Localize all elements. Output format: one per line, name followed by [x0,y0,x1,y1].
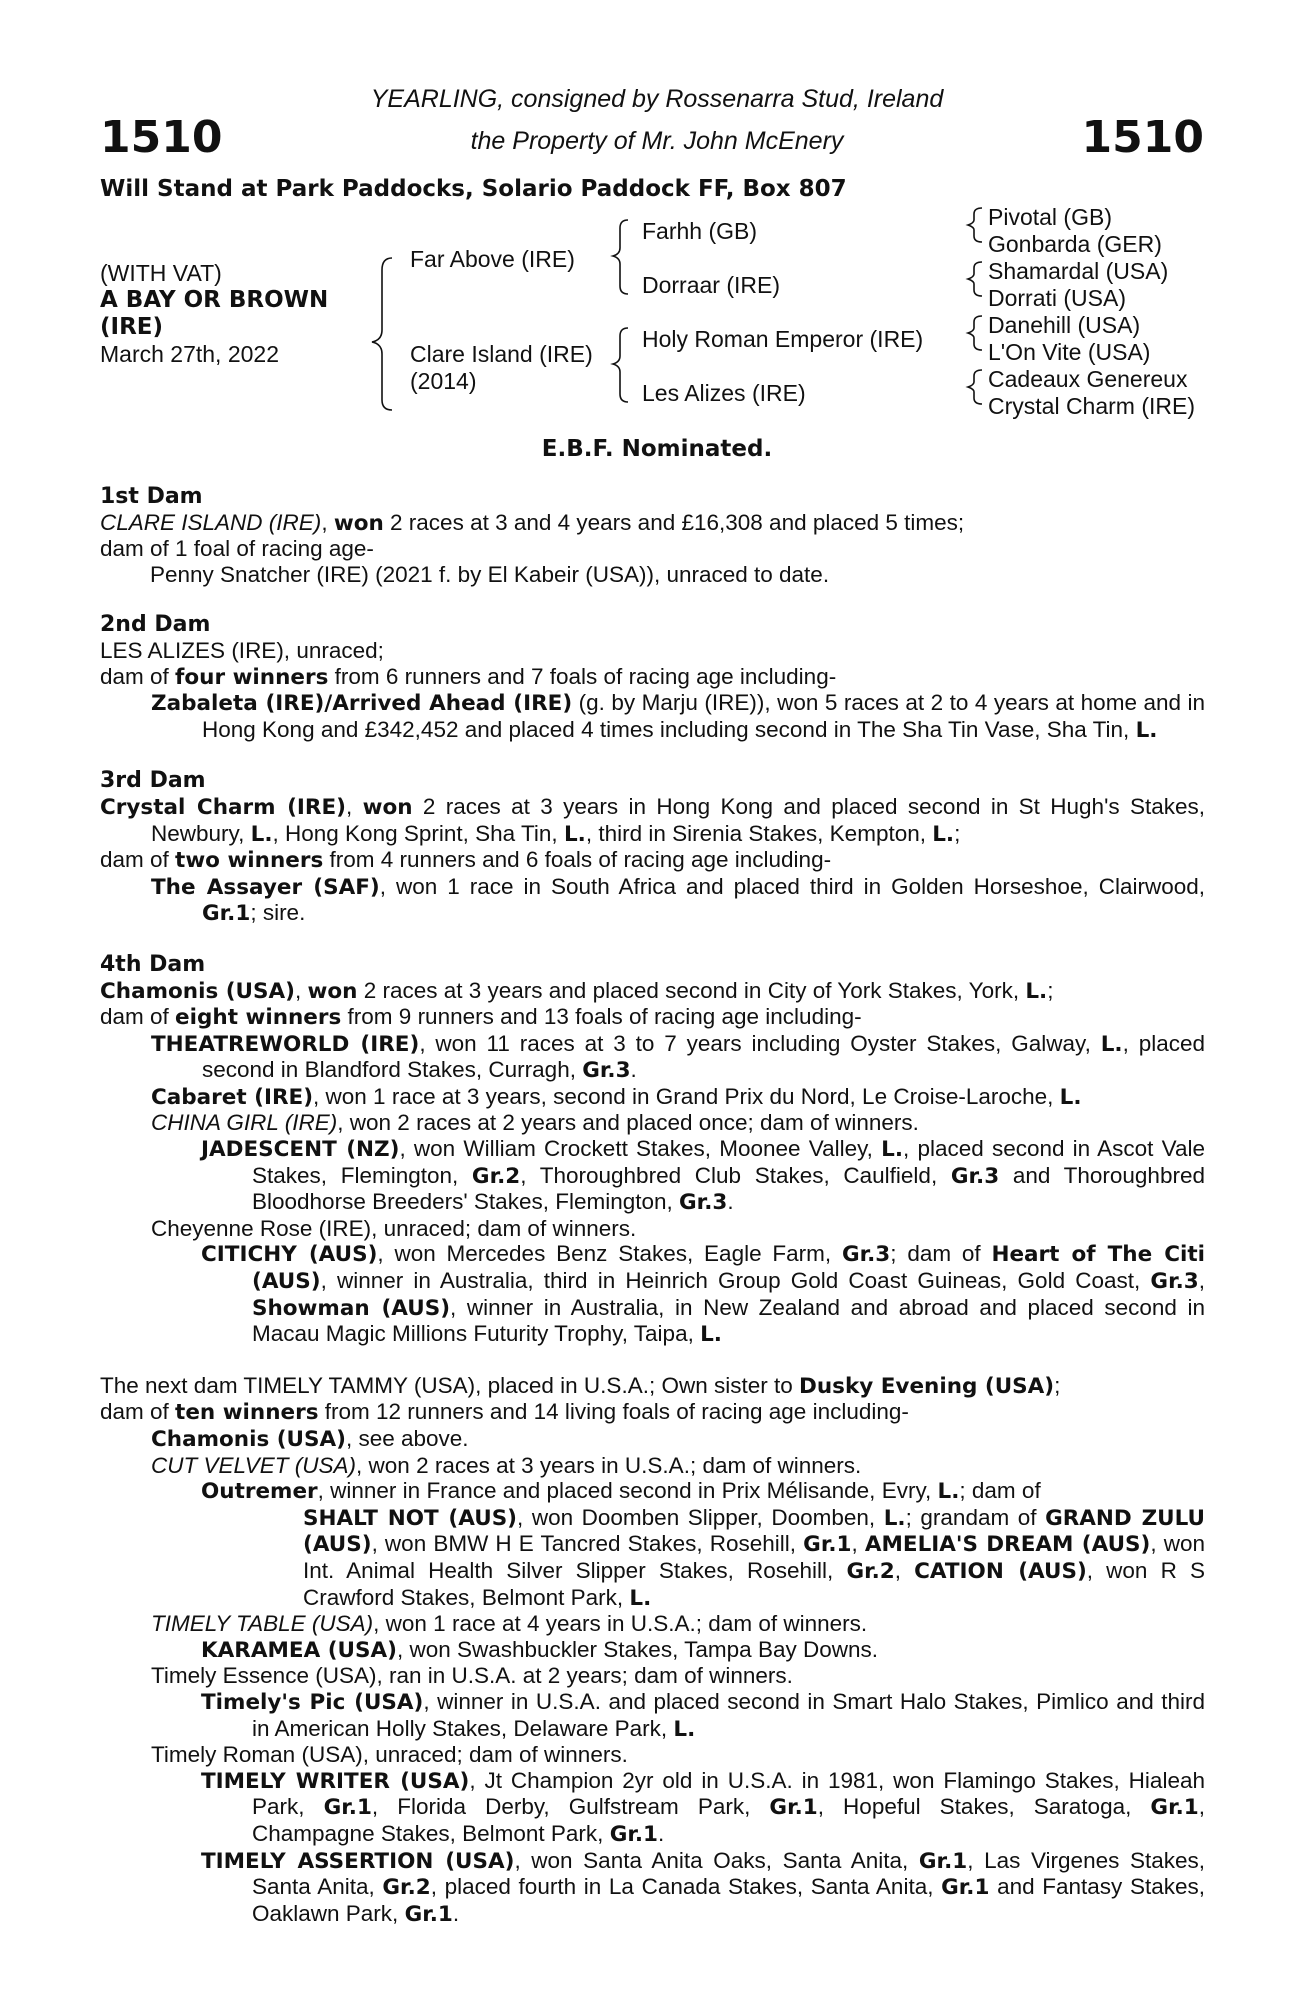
grade-mark: Gr.3 [950,1163,1000,1189]
horse-name: Heart of The Citi (AUS) [252,1242,1206,1295]
ancestor-g3: Pivotal (GB) [988,204,1112,230]
section-heading-2nd-dam: 2nd Dam [100,612,211,638]
horse-name: JADESCENT (NZ) [201,1137,400,1163]
listed-mark: L. [1025,978,1048,1004]
horse-name: AMELIA'S DREAM (AUS) [864,1532,1151,1558]
section-heading-3rd-dam: 3rd Dam [100,768,206,794]
vat-note: (WITH VAT) [100,260,222,286]
bracket-g3 [968,262,982,296]
produce-entry [100,1241,1205,1347]
property-line: the Property of Mr. John McEnery [470,127,844,155]
foaling-date: March 27th, 2022 [100,341,280,367]
section-heading-4th-dam: 4th Dam [100,951,206,977]
listed-mark: L. [881,1137,903,1163]
grade-mark: Gr.1 [941,1875,990,1901]
grade-mark: Gr.1 [918,1848,968,1874]
lot-number-right: 1510 [1081,112,1204,163]
grade-mark: Gr.1 [1150,1795,1199,1821]
text: , won 1 race in South Africa and placed third in Golden Horseshoe, Clairwood, [379,873,1205,899]
dam4-name: Chamonis (USA) [100,978,295,1004]
text: , [851,1531,865,1557]
grade-mark: Gr.3 [1150,1269,1199,1295]
text: dam of [100,847,176,873]
horse-name: The Assayer (SAF) [151,874,380,900]
ancestor-g3: L'On Vite (USA) [988,339,1151,365]
sire: Far Above (IRE) [410,246,575,272]
text: ; [1047,977,1054,1003]
horse-name: SHALT NOT (AUS) [303,1505,518,1531]
produce-entry [100,1478,1205,1505]
text: , [894,1557,915,1583]
text: , Jt Champion 2yr old in U.S.A. in 1981, won Flamingo Stakes, Hialeah Park, [252,1767,1205,1820]
text: ; grandam of [905,1504,1046,1530]
text: , placed second in Blandford Stakes, Curragh, [202,1030,1205,1083]
horse-name: Outremer [201,1479,318,1505]
text: 2 races at 3 years in Hong Kong and placed second in St Hugh's Stakes, Newbury, [151,793,1205,846]
text: ; dam of [890,1241,992,1267]
text: and Fantasy Stakes, Oaklawn Park, [252,1874,1205,1926]
produce-entry [100,1426,1205,1453]
winners-count: two winners [175,848,324,874]
produce-entry: Penny Snatcher (IRE) (2021 f. by El Kabeir (USA)), unraced to date. [150,561,830,587]
horse-name: Cabaret (IRE) [151,1084,314,1110]
text: , won William Crockett Stakes, Moonee Valley, [399,1136,882,1162]
grade-mark: Gr.3 [582,1058,631,1084]
text: , won R S Crawford Stakes, Belmont Park, [303,1557,1205,1610]
listed-mark: L. [673,1716,696,1742]
horse-name: Zabaleta (IRE)/Arrived Ahead (IRE) [151,691,573,717]
dam3-produce-summary [100,847,1205,874]
text: . [658,1820,665,1846]
text: , won 2 races at 3 years in U.S.A.; dam of winners. [356,1452,862,1478]
text: , placed fourth in La Canada Stakes, Santa Anita, [430,1874,942,1900]
text: ; sire. [250,900,306,926]
text: , won Doomben Slipper, Doomben, [517,1504,884,1530]
text: ; [1054,1372,1061,1398]
produce-entry [100,1110,1205,1136]
horse-name: Chamonis (USA) [151,1427,346,1452]
listed-mark: L. [883,1505,906,1531]
text: from 6 runners and 7 foals of racing age including- [328,663,837,689]
text: , winner in France and placed second in Prix Mélisande, Evry, [317,1478,938,1504]
produce-entry [100,1453,1205,1479]
won-word: won [333,510,384,536]
text: , [321,509,334,535]
ancestor-g3: Danehill (USA) [988,312,1141,338]
text: , third in Sirenia Stakes, Kempton, [585,820,933,846]
text: dam of [100,1004,176,1030]
listed-mark: L. [937,1479,960,1505]
won-word: won [307,978,358,1004]
ancestor-g3: Dorrati (USA) [988,285,1127,311]
text: , won 1 race at 3 years, second in Grand Prix du Nord, Le Croise-Laroche, [313,1083,1060,1109]
text: , won Int. Animal Health Silver Slipper Stakes, Rosehill, [303,1531,1205,1583]
dam1-line [100,510,1205,537]
text: , winner in U.S.A. and placed second in Smart Halo Stakes, Pimlico and third in American Holly Stakes, Delaware Park, [252,1688,1205,1741]
dam1-produce-summary: dam of 1 foal of racing age- [100,536,374,562]
text: (g. by Marju (IRE)), won 5 races at 2 to 4 years at home and in Hong Kong and £342,452 and placed 4 times including second in The Sha Tin Vase, Sha Tin, [202,690,1205,742]
ebf-nomination: E.B.F. Nominated. [541,436,773,462]
text: , [1198,1268,1205,1294]
text: , won Santa Anita Oaks, Santa Anita, [514,1847,919,1873]
bracket-dam [613,328,628,402]
produce-entry: Timely Roman (USA), unraced; dam of winners. [151,1742,628,1768]
horse-description-line1: A BAY OR BROWN [100,287,329,313]
winners-count: ten winners [175,1400,319,1426]
text: dam of [100,1399,176,1425]
text: , Hopeful Stakes, Saratoga, [817,1794,1151,1820]
bracket-g3 [968,370,982,404]
stand-location: Will Stand at Park Paddocks, Solario Paddock FF, Box 807 [100,176,847,202]
spacer [100,587,1205,612]
text: , [294,977,308,1003]
listed-mark: L. [563,821,586,847]
text: , winner in Australia, third in Heinrich Group Gold Coast Guineas, Gold Coast, [320,1268,1151,1294]
grade-mark: Gr.2 [382,1875,431,1901]
text: , won BMW H E Tancred Stakes, Rosehill, [371,1531,804,1557]
horse-name: GRAND ZULU (AUS) [303,1505,1206,1558]
text: , won Mercedes Benz Stakes, Eagle Farm, [377,1241,842,1267]
consignor-line: YEARLING, consigned by Rossenarra Stud, Ireland [370,85,944,113]
horse-name: TIMELY WRITER (USA) [201,1768,470,1794]
grade-mark: Gr.2 [471,1163,521,1189]
horse-name: TIMELY ASSERTION (USA) [201,1848,515,1874]
horse-name: CATION (AUS) [914,1558,1087,1584]
horse-name: CUT VELVET (USA) [151,1452,357,1478]
spacer [100,927,1205,952]
horse-name: Showman (AUS) [252,1295,451,1321]
horse-name: Dusky Evening (USA) [799,1373,1055,1399]
horse-name: TIMELY TABLE (USA) [151,1611,374,1637]
spacer [100,743,1205,768]
text: , [346,793,363,819]
produce-entry [100,874,1205,927]
listed-mark: L. [629,1585,652,1611]
text: from 9 runners and 13 foals of racing age including- [341,1004,862,1030]
dam2-produce-summary [100,664,1205,691]
section-heading-1st-dam: 1st Dam [100,484,203,509]
produce-entry [100,1505,1205,1611]
spacer [100,1348,1205,1373]
dam1-name: CLARE ISLAND (IRE) [100,509,322,535]
text: The next dam TIMELY TAMMY (USA), placed in U.S.A.; Own sister to [100,1372,799,1398]
text: dam of [100,663,176,689]
produce-entry [100,690,1205,743]
horse-name: CITICHY (AUS) [201,1242,378,1268]
bracket-sire [613,220,628,294]
winners-count: eight winners [175,1005,342,1031]
bracket-g3 [968,316,982,350]
horse-name: THEATREWORLD (IRE) [151,1031,420,1057]
text: , won Swashbuckler Stakes, Tampa Bay Downs. [396,1636,878,1662]
next-dam-line [100,1373,1205,1400]
text: , won 2 races at 2 years and placed once; dam of winners. [337,1110,919,1136]
text: ; [954,820,961,846]
listed-mark: L. [1135,717,1158,743]
horse-description-line2: (IRE) [100,314,164,340]
text: ; dam of [959,1478,1041,1504]
bracket-g3 [968,208,982,242]
next-dam-produce-summary [100,1399,1205,1426]
produce-entry [100,1637,1205,1664]
dam3-name: Crystal Charm (IRE) [100,794,347,820]
produce-entry: Cheyenne Rose (IRE), unraced; dam of winners. [151,1215,637,1241]
listed-mark: L. [1100,1031,1123,1057]
listed-mark: L. [250,821,273,847]
text: , won 11 races at 3 to 7 years including Oyster Stakes, Galway, [419,1030,1101,1056]
produce-entry [100,1611,1205,1637]
text: , placed second in Ascot Vale Stakes, Flemington, [252,1136,1205,1188]
dam-dam: Les Alizes (IRE) [642,380,806,406]
listed-mark: L. [932,821,955,847]
grade-mark: Gr.1 [609,1821,658,1847]
text: from 4 runners and 6 foals of racing age including- [323,847,832,873]
text: . [727,1189,734,1215]
text: , won 1 race at 4 years in U.S.A.; dam of winners. [373,1611,868,1637]
text: , Hong Kong Sprint, Sha Tin, [272,820,564,846]
horse-name: KARAMEA (USA) [201,1637,397,1663]
produce-entry [100,1768,1205,1848]
produce-entry [100,1136,1205,1216]
ancestor-g3: Shamardal (USA) [988,258,1169,284]
dam-sire: Holy Roman Emperor (IRE) [642,326,924,352]
dam2-line: LES ALIZES (IRE), unraced; [100,637,384,663]
horse-name: Timely's Pic (USA) [201,1689,424,1715]
ancestor-g3: Gonbarda (GER) [988,231,1162,257]
dam-year: (2014) [410,368,477,394]
grade-mark: Gr.1 [202,901,251,927]
text: and Thoroughbred Bloodhorse Breeders' Stakes, Flemington, [252,1162,1205,1215]
text: , Florida Derby, Gulfstream Park, [371,1794,770,1820]
text: , winner in Australia, in New Zealand and abroad and placed second in Macau Magic Millions Futurity Trophy, Taipa, [252,1294,1206,1347]
listed-mark: L. [700,1322,722,1348]
produce-entry: Timely Essence (USA), ran in U.S.A. at 2 years; dam of winners. [151,1663,793,1689]
text: , Champagne Stakes, Belmont Park, [252,1794,1205,1846]
dam3-line [100,794,1205,847]
grade-mark: Gr.1 [803,1532,852,1558]
sire-sire: Farhh (GB) [642,218,758,244]
text: 2 races at 3 years and placed second in City of York Stakes, York, [357,977,1026,1003]
pedigree-brackets [0,0,1314,430]
grade-mark: Gr.3 [679,1190,728,1216]
dam4-line [100,978,1205,1005]
listed-mark: L. [1059,1084,1082,1110]
grade-mark: Gr.2 [846,1558,895,1584]
text: , see above. [345,1426,469,1451]
text: , Las Virgenes Stakes, Santa Anita, [252,1847,1205,1900]
produce-entry [100,1084,1205,1111]
dam: Clare Island (IRE) [410,341,593,367]
lot-number-left: 1510 [100,112,223,163]
grade-mark: Gr.1 [323,1795,372,1821]
text: . [452,1900,460,1926]
catalogue-body [100,484,1205,1927]
grade-mark: Gr.1 [769,1795,818,1821]
text: from 12 runners and 14 living foals of racing age including- [318,1399,909,1425]
ancestor-g3: Cadeaux Genereux [988,366,1188,392]
grade-mark: Gr.1 [404,1901,453,1927]
won-word: won [362,794,413,820]
dam4-produce-summary [100,1004,1205,1031]
produce-entry [100,1689,1205,1742]
text: , Thoroughbred Club Stakes, Caulfield, [520,1162,951,1188]
produce-entry [100,1031,1205,1084]
text: . [630,1057,637,1083]
grade-mark: Gr.3 [841,1242,891,1268]
ancestor-g3: Crystal Charm (IRE) [988,393,1196,419]
sire-dam: Dorraar (IRE) [642,272,781,298]
winners-count: four winners [175,664,329,690]
produce-entry [100,1848,1205,1928]
text: 2 races at 3 and 4 years and £16,308 and placed 5 times; [383,509,965,535]
bracket-main [372,258,392,410]
horse-name: CHINA GIRL (IRE) [151,1110,338,1136]
